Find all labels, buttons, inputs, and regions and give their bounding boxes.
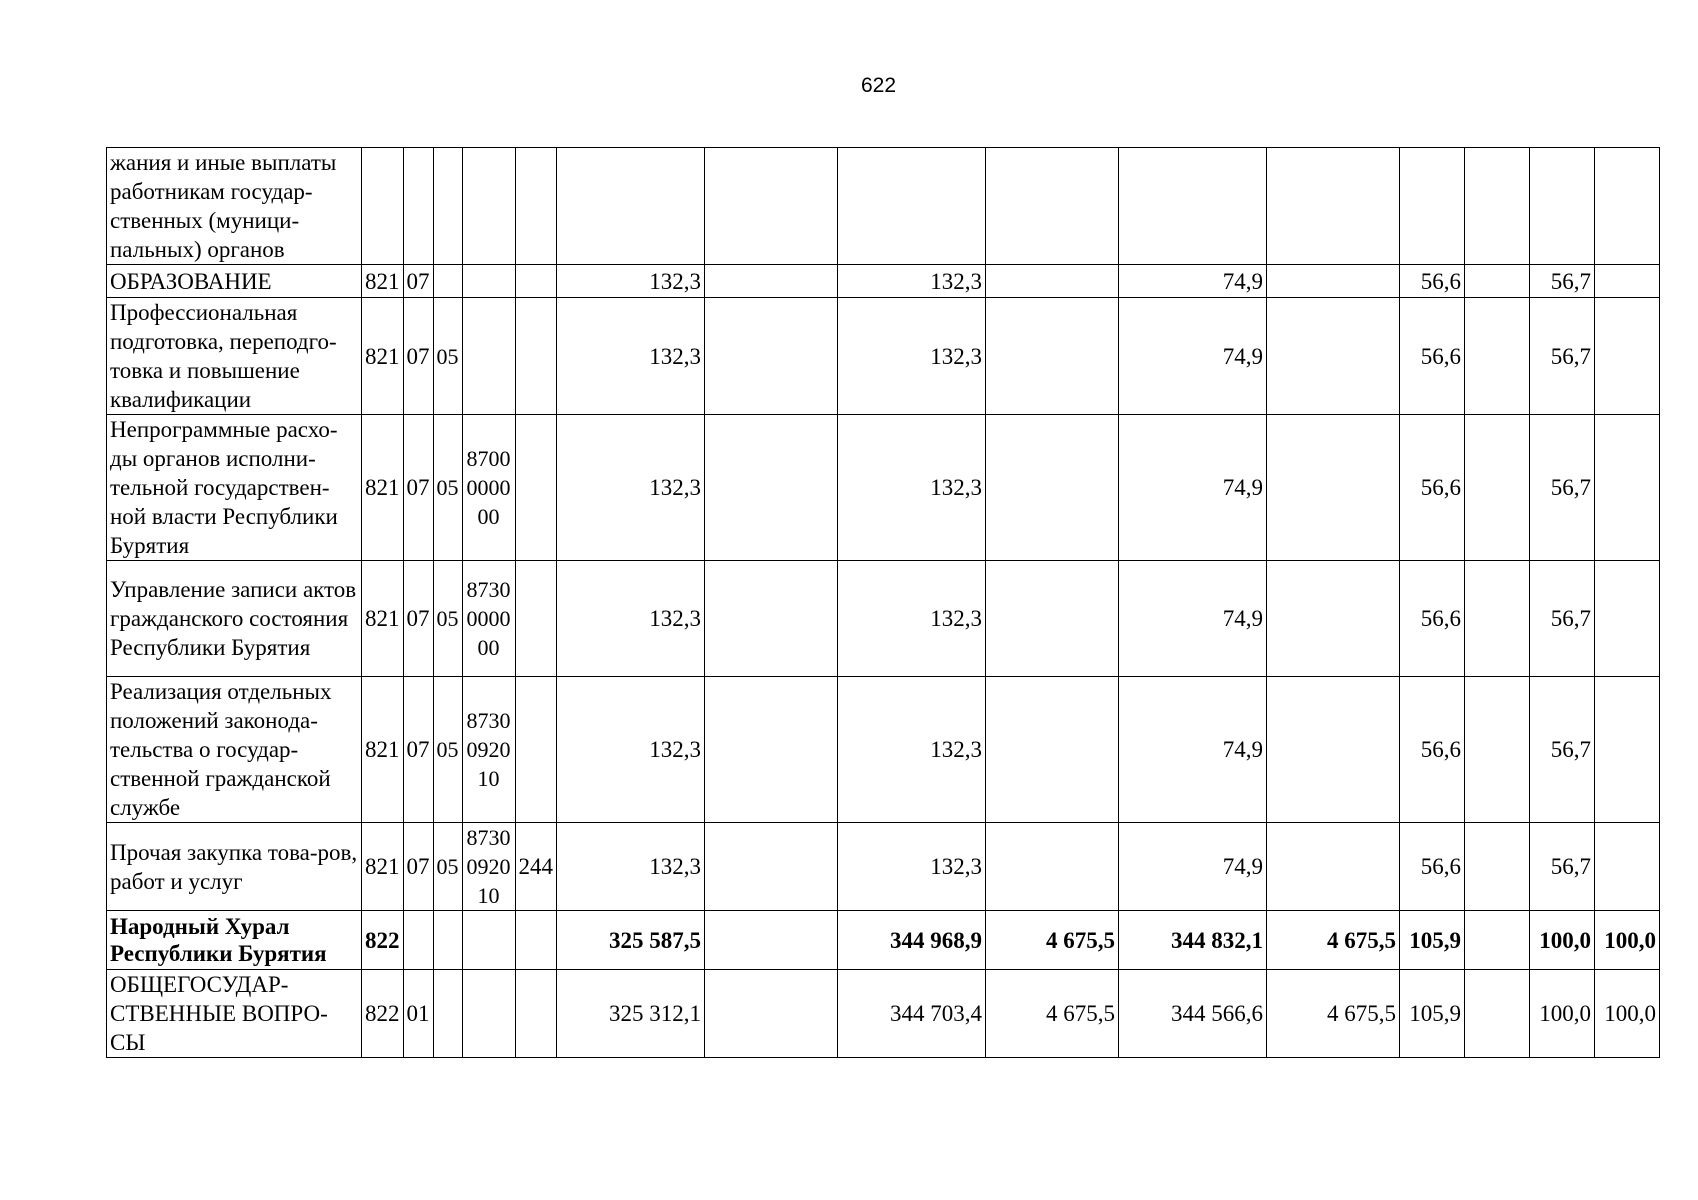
table-cell-subsection [433, 148, 462, 265]
table-cell-value-4: 4 675,5 [986, 911, 1119, 970]
table-cell-value-1: 132,3 [557, 265, 705, 298]
table-cell-admin-code: 821 [362, 298, 404, 415]
table-cell-name: ОБЩЕГОСУДАР-СТВЕННЫЕ ВОПРО-СЫ [107, 970, 362, 1058]
table-cell-subsection: 05 [433, 677, 462, 823]
page-number: 622 [860, 74, 897, 97]
table-cell-value-8 [1465, 677, 1530, 823]
table-cell-value-6 [1267, 265, 1400, 298]
table-cell-value-10: 100,0 [1595, 911, 1660, 970]
table-cell-value-10: 100,0 [1595, 970, 1660, 1058]
table-cell-value-1: 132,3 [557, 823, 705, 911]
table-cell-section: 07 [403, 823, 433, 911]
table-row [107, 265, 1660, 298]
table-cell-name: Народный Хурал Республики Бурятия [107, 911, 362, 970]
table-cell-section: 07 [403, 415, 433, 561]
table-cell-value-8 [1465, 265, 1530, 298]
table-cell-value-4 [986, 148, 1119, 265]
table-cell-value-2 [705, 561, 838, 677]
table-cell-subsection [433, 970, 462, 1058]
table-cell-value-2 [705, 970, 838, 1058]
table-cell-value-8 [1465, 148, 1530, 265]
table-cell-value-1: 132,3 [557, 677, 705, 823]
table-cell-value-5: 74,9 [1119, 561, 1267, 677]
table-cell-name: Управление записи актов гражданского состояния Республики Бурятия [107, 561, 362, 677]
table-cell-value-8 [1465, 911, 1530, 970]
table-cell-value-2 [705, 823, 838, 911]
table-cell-expense-type [515, 298, 557, 415]
table-cell-section: 01 [403, 970, 433, 1058]
table-cell-subsection [433, 265, 462, 298]
table-cell-value-7: 105,9 [1400, 970, 1465, 1058]
table-cell-target-article [462, 265, 515, 298]
table-cell-value-2 [705, 415, 838, 561]
table-cell-value-9: 56,7 [1530, 823, 1595, 911]
table-cell-value-4 [986, 298, 1119, 415]
table-cell-value-8 [1465, 415, 1530, 561]
table-cell-target-article: 8730 0920 10 [462, 677, 515, 823]
table-cell-value-1: 325 312,1 [557, 970, 705, 1058]
table-cell-value-5 [1119, 148, 1267, 265]
table-cell-value-5: 74,9 [1119, 677, 1267, 823]
table-row [107, 148, 1660, 265]
table-cell-value-5: 344 566,6 [1119, 970, 1267, 1058]
table-cell-value-1: 132,3 [557, 298, 705, 415]
table-cell-value-10 [1595, 561, 1660, 677]
table-cell-admin-code: 822 [362, 970, 404, 1058]
table-cell-value-10 [1595, 415, 1660, 561]
table-cell-expense-type [515, 265, 557, 298]
table-cell-expense-type [515, 148, 557, 265]
table-cell-value-3: 132,3 [838, 677, 986, 823]
table-cell-value-5: 74,9 [1119, 823, 1267, 911]
table-row [107, 911, 1660, 970]
table-cell-value-3: 132,3 [838, 415, 986, 561]
table-cell-target-article [462, 148, 515, 265]
table-cell-value-3: 344 968,9 [838, 911, 986, 970]
table-cell-value-5: 74,9 [1119, 265, 1267, 298]
table-cell-value-3: 132,3 [838, 265, 986, 298]
table-cell-name: Прочая закупка това-ров, работ и услуг [107, 823, 362, 911]
table-cell-name: жания и иные выплаты работникам государ-ственных (муници-пальных) органов [107, 148, 362, 265]
table-cell-target-article: 8730 0000 00 [462, 561, 515, 677]
table-row [107, 970, 1660, 1058]
table-cell-value-10 [1595, 823, 1660, 911]
table-cell-name: Реализация отдельных положений законода-тельства о государ-ственной гражданской службе [107, 677, 362, 823]
table-row [107, 561, 1660, 677]
table-cell-value-6: 4 675,5 [1267, 970, 1400, 1058]
table-cell-value-7 [1400, 148, 1465, 265]
table-cell-value-6 [1267, 677, 1400, 823]
table-cell-value-9: 100,0 [1530, 911, 1595, 970]
table-cell-expense-type [515, 677, 557, 823]
table-cell-target-article: 8700 0000 00 [462, 415, 515, 561]
table-cell-value-9: 56,7 [1530, 415, 1595, 561]
table-cell-section: 07 [403, 298, 433, 415]
table-cell-value-3 [838, 148, 986, 265]
table-cell-section: 07 [403, 561, 433, 677]
table-cell-value-7: 56,6 [1400, 823, 1465, 911]
table-cell-subsection: 05 [433, 561, 462, 677]
table-cell-admin-code: 821 [362, 265, 404, 298]
table-cell-value-7: 56,6 [1400, 677, 1465, 823]
table-cell-target-article [462, 911, 515, 970]
table-cell-value-2 [705, 677, 838, 823]
table-cell-value-10 [1595, 265, 1660, 298]
table-cell-admin-code: 821 [362, 415, 404, 561]
table-cell-value-2 [705, 911, 838, 970]
table-cell-value-1: 132,3 [557, 561, 705, 677]
table-cell-value-3: 132,3 [838, 561, 986, 677]
table-cell-value-4 [986, 415, 1119, 561]
table-cell-value-10 [1595, 298, 1660, 415]
table-cell-value-2 [705, 148, 838, 265]
table-cell-value-2 [705, 298, 838, 415]
table-cell-value-9: 56,7 [1530, 298, 1595, 415]
table-cell-name: Непрограммные расхо-ды органов исполни-тельной государствен-ной власти Республики Бурятия [107, 415, 362, 561]
table-cell-value-3: 132,3 [838, 823, 986, 911]
table-cell-value-4 [986, 265, 1119, 298]
table-row [107, 415, 1660, 561]
table-cell-expense-type [515, 911, 557, 970]
table-cell-value-8 [1465, 970, 1530, 1058]
table-cell-subsection: 05 [433, 823, 462, 911]
table-cell-value-8 [1465, 823, 1530, 911]
table-cell-value-7: 56,6 [1400, 415, 1465, 561]
table-cell-admin-code: 821 [362, 677, 404, 823]
table-cell-value-9 [1530, 148, 1595, 265]
table-cell-value-6: 4 675,5 [1267, 911, 1400, 970]
table-cell-value-10 [1595, 148, 1660, 265]
table-cell-value-1: 325 587,5 [557, 911, 705, 970]
table-cell-value-6 [1267, 298, 1400, 415]
table-cell-value-6 [1267, 415, 1400, 561]
table-cell-value-9: 56,7 [1530, 265, 1595, 298]
table-cell-value-4 [986, 561, 1119, 677]
table-cell-value-4: 4 675,5 [986, 970, 1119, 1058]
table-cell-subsection: 05 [433, 415, 462, 561]
table-cell-expense-type [515, 561, 557, 677]
table-cell-section: 07 [403, 265, 433, 298]
table-cell-value-4 [986, 677, 1119, 823]
table-cell-value-3: 132,3 [838, 298, 986, 415]
table-cell-value-5: 344 832,1 [1119, 911, 1267, 970]
table-cell-value-6 [1267, 823, 1400, 911]
table-cell-section: 07 [403, 677, 433, 823]
table-cell-admin-code: 821 [362, 561, 404, 677]
table-cell-admin-code: 821 [362, 823, 404, 911]
table-cell-section [403, 911, 433, 970]
table-cell-name: Профессиональная подготовка, переподго-товка и повышение квалификации [107, 298, 362, 415]
table-cell-admin-code [362, 148, 404, 265]
table-cell-subsection [433, 911, 462, 970]
table-cell-value-8 [1465, 561, 1530, 677]
table-cell-value-2 [705, 265, 838, 298]
budget-table [106, 147, 1660, 1058]
table-cell-value-1: 132,3 [557, 415, 705, 561]
table-cell-admin-code: 822 [362, 911, 404, 970]
table-cell-value-10 [1595, 677, 1660, 823]
table-cell-value-7: 56,6 [1400, 561, 1465, 677]
table-cell-value-7: 105,9 [1400, 911, 1465, 970]
table-cell-value-8 [1465, 298, 1530, 415]
table-row [107, 677, 1660, 823]
table-cell-target-article [462, 970, 515, 1058]
table-cell-expense-type: 244 [515, 823, 557, 911]
table-cell-value-5: 74,9 [1119, 415, 1267, 561]
table-cell-value-9: 100,0 [1530, 970, 1595, 1058]
table-cell-value-5: 74,9 [1119, 298, 1267, 415]
table-cell-name: ОБРАЗОВАНИЕ [107, 265, 362, 298]
table-row [107, 823, 1660, 911]
table-cell-value-6 [1267, 148, 1400, 265]
table-cell-value-9: 56,7 [1530, 561, 1595, 677]
table-cell-expense-type [515, 970, 557, 1058]
table-cell-target-article: 8730 0920 10 [462, 823, 515, 911]
table-cell-subsection: 05 [433, 298, 462, 415]
table-cell-target-article [462, 298, 515, 415]
table-cell-value-9: 56,7 [1530, 677, 1595, 823]
table-cell-value-1 [557, 148, 705, 265]
table-cell-value-6 [1267, 561, 1400, 677]
table-row [107, 298, 1660, 415]
table-cell-value-4 [986, 823, 1119, 911]
table-cell-value-7: 56,6 [1400, 265, 1465, 298]
table-cell-value-7: 56,6 [1400, 298, 1465, 415]
table-cell-value-3: 344 703,4 [838, 970, 986, 1058]
table-cell-section [403, 148, 433, 265]
table-cell-expense-type [515, 415, 557, 561]
